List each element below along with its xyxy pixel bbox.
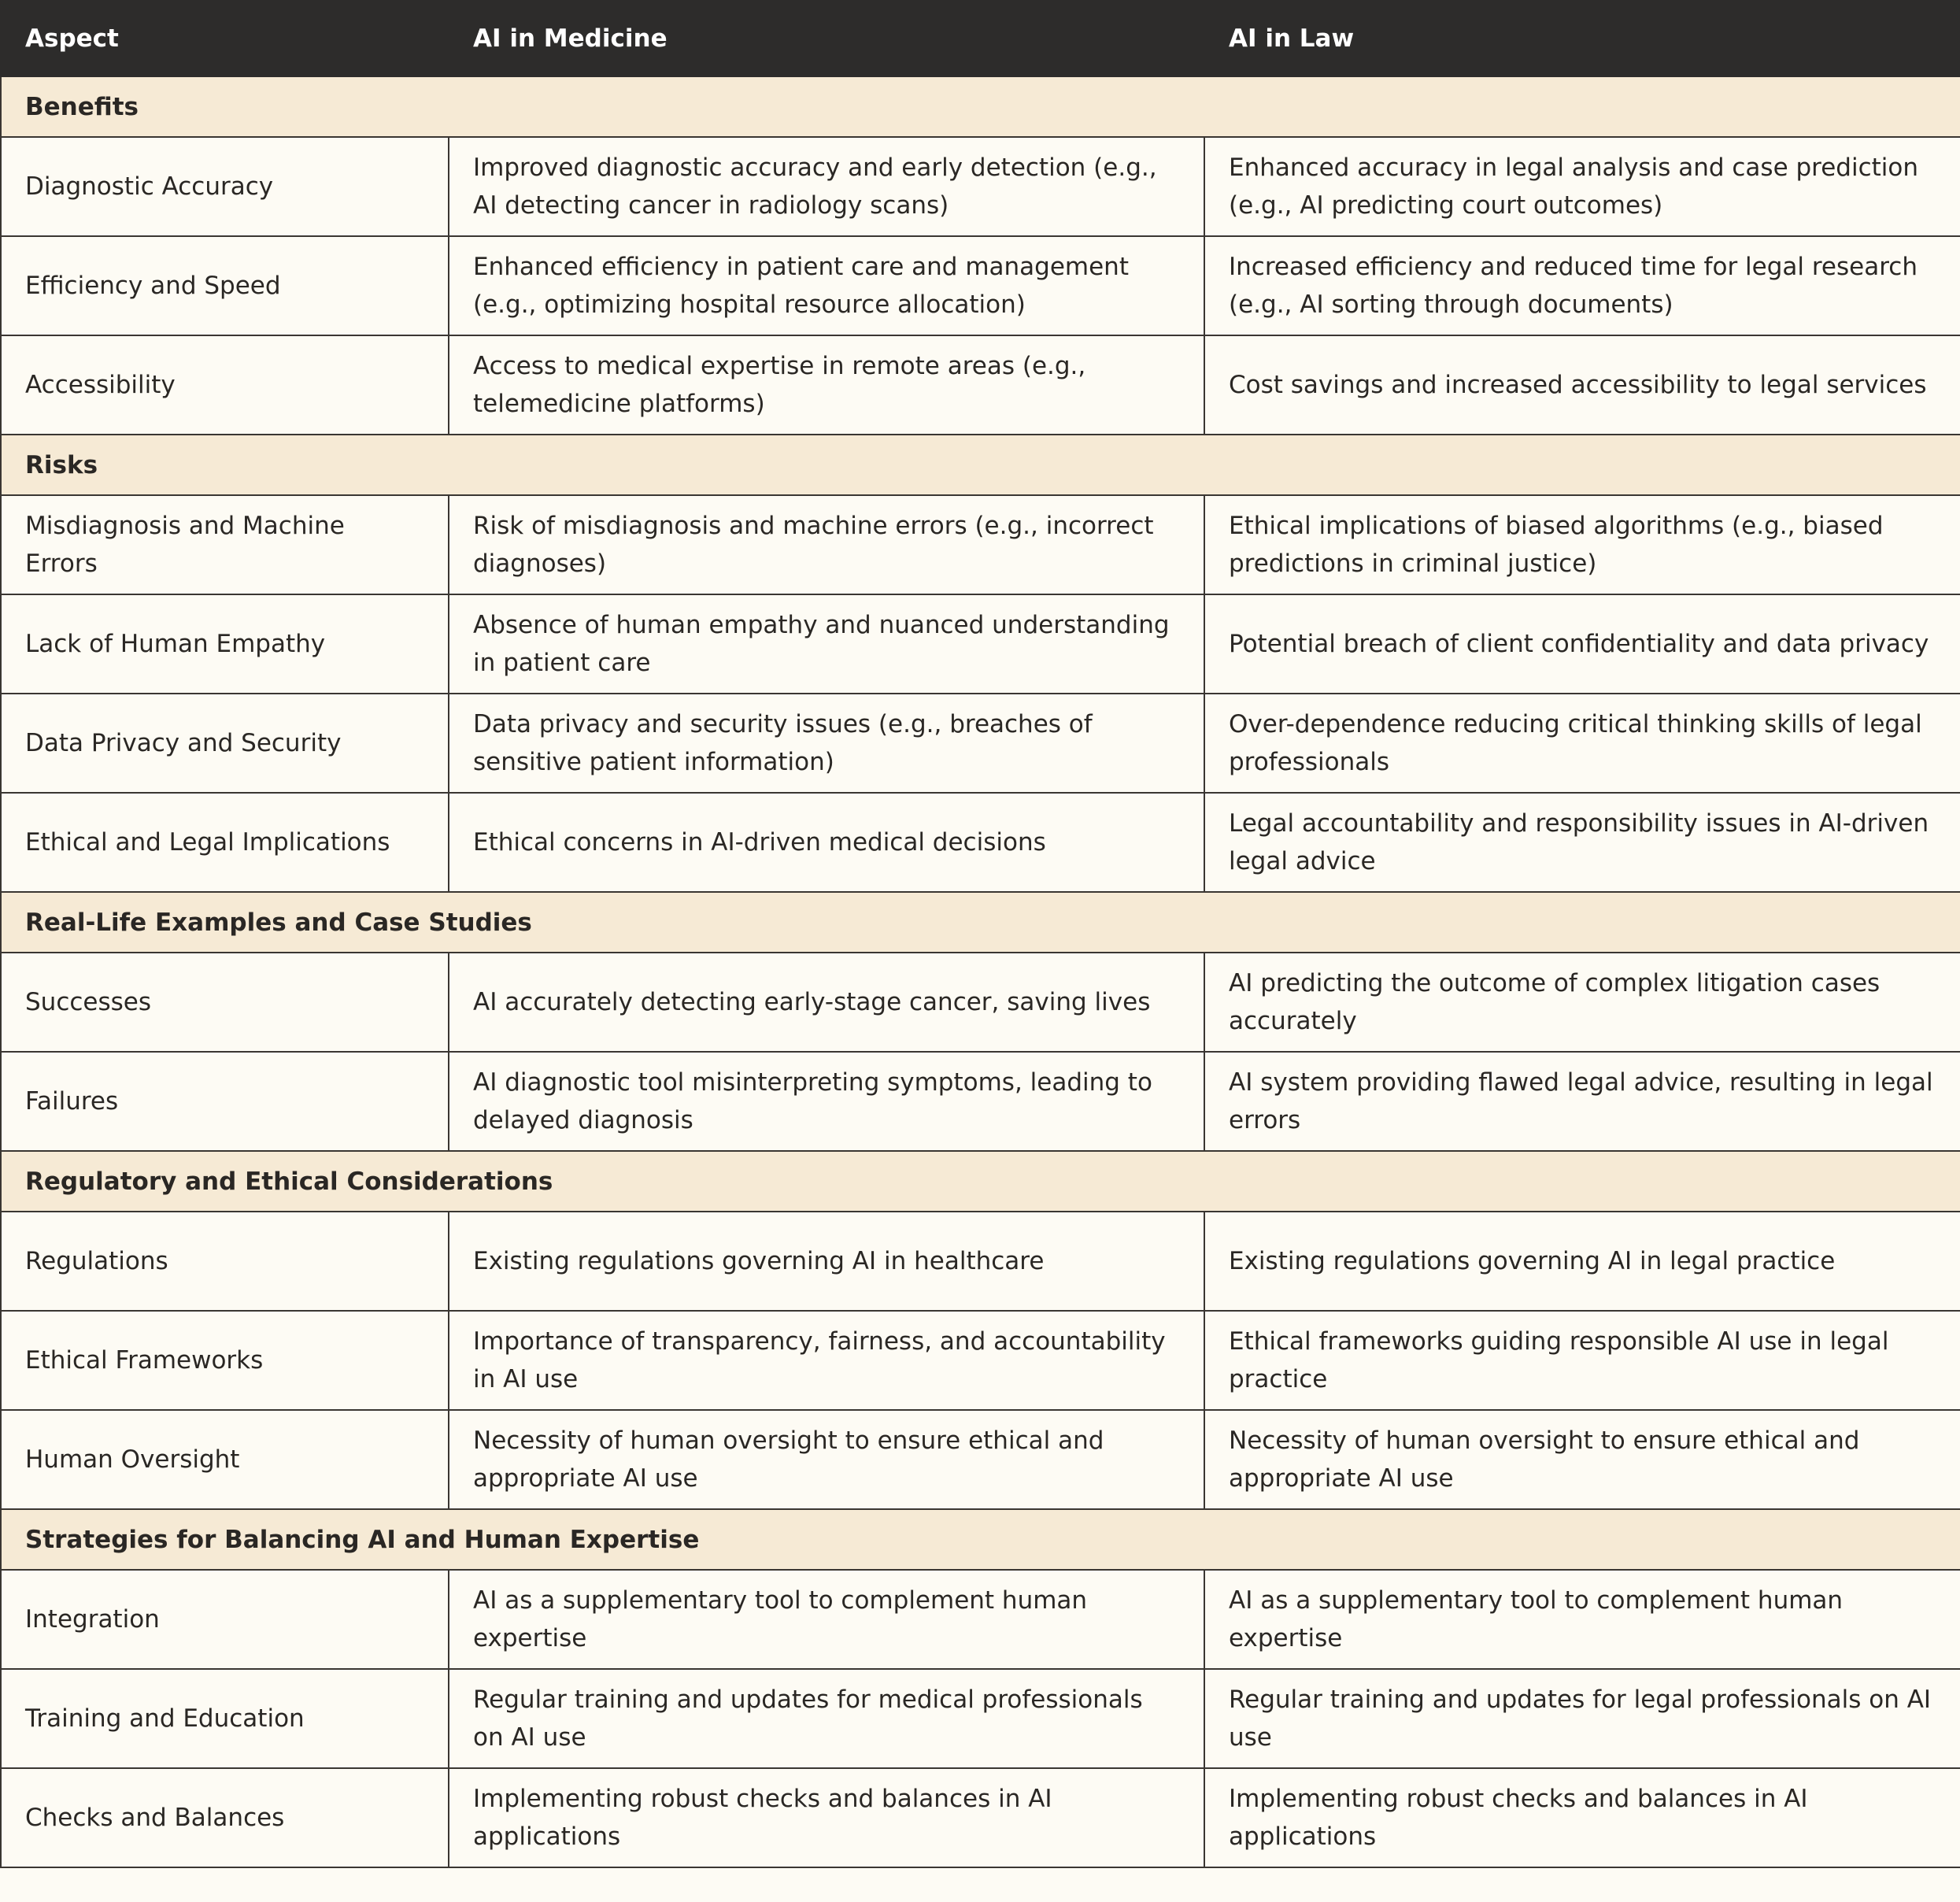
aspect-cell: Regulations bbox=[1, 1212, 449, 1311]
law-cell: AI as a supplementary tool to complement human expertise bbox=[1204, 1570, 1960, 1669]
medicine-cell: Data privacy and security issues (e.g., breaches of sensitive patient information) bbox=[449, 694, 1204, 793]
section-title: Risks bbox=[1, 435, 1960, 495]
table-row bbox=[1, 1052, 1960, 1151]
law-cell: Legal accountability and responsibility issues in AI-driven legal advice bbox=[1204, 793, 1960, 892]
medicine-cell: AI diagnostic tool misinterpreting symptoms, leading to delayed diagnosis bbox=[449, 1052, 1204, 1151]
table-row bbox=[1, 793, 1960, 892]
medicine-cell: AI as a supplementary tool to complement human expertise bbox=[449, 1570, 1204, 1669]
law-cell: Increased efficiency and reduced time for legal research (e.g., AI sorting through documents) bbox=[1204, 236, 1960, 335]
section-row bbox=[1, 892, 1960, 953]
table-body bbox=[1, 76, 1960, 1867]
medicine-cell: Improved diagnostic accuracy and early detection (e.g., AI detecting cancer in radiology scans) bbox=[449, 137, 1204, 236]
table-row bbox=[1, 335, 1960, 435]
law-cell: AI system providing flawed legal advice, resulting in legal errors bbox=[1204, 1052, 1960, 1151]
aspect-cell: Successes bbox=[1, 953, 449, 1052]
header-aspect: Aspect bbox=[1, 1, 449, 76]
table-row bbox=[1, 694, 1960, 793]
law-cell: Ethical implications of biased algorithms (e.g., biased predictions in criminal justice) bbox=[1204, 495, 1960, 594]
header-ai-in-law: AI in Law bbox=[1204, 1, 1960, 76]
section-title: Regulatory and Ethical Considerations bbox=[1, 1151, 1960, 1212]
medicine-cell: Enhanced efficiency in patient care and management (e.g., optimizing hospital resource allocation) bbox=[449, 236, 1204, 335]
section-title: Strategies for Balancing AI and Human Expertise bbox=[1, 1509, 1960, 1570]
section-title: Benefits bbox=[1, 76, 1960, 137]
law-cell: Over-dependence reducing critical thinking skills of legal professionals bbox=[1204, 694, 1960, 793]
law-cell: Regular training and updates for legal professionals on AI use bbox=[1204, 1669, 1960, 1768]
medicine-cell: Necessity of human oversight to ensure ethical and appropriate AI use bbox=[449, 1410, 1204, 1509]
table-row bbox=[1, 495, 1960, 594]
law-cell: Cost savings and increased accessibility to legal services bbox=[1204, 335, 1960, 435]
header-ai-in-medicine: AI in Medicine bbox=[449, 1, 1204, 76]
aspect-cell: Lack of Human Empathy bbox=[1, 594, 449, 694]
aspect-cell: Efficiency and Speed bbox=[1, 236, 449, 335]
aspect-cell: Accessibility bbox=[1, 335, 449, 435]
table-row bbox=[1, 594, 1960, 694]
aspect-cell: Misdiagnosis and Machine Errors bbox=[1, 495, 449, 594]
aspect-cell: Human Oversight bbox=[1, 1410, 449, 1509]
medicine-cell: Risk of misdiagnosis and machine errors (e.g., incorrect diagnoses) bbox=[449, 495, 1204, 594]
aspect-cell: Diagnostic Accuracy bbox=[1, 137, 449, 236]
table-row bbox=[1, 1410, 1960, 1509]
section-row bbox=[1, 1509, 1960, 1570]
table-row bbox=[1, 1768, 1960, 1867]
table-header bbox=[1, 1, 1960, 76]
aspect-cell: Ethical Frameworks bbox=[1, 1311, 449, 1410]
law-cell: Enhanced accuracy in legal analysis and case prediction (e.g., AI predicting court outcomes) bbox=[1204, 137, 1960, 236]
medicine-cell: Existing regulations governing AI in healthcare bbox=[449, 1212, 1204, 1311]
medicine-cell: Absence of human empathy and nuanced understanding in patient care bbox=[449, 594, 1204, 694]
aspect-cell: Training and Education bbox=[1, 1669, 449, 1768]
table-row bbox=[1, 1570, 1960, 1669]
table-row bbox=[1, 1311, 1960, 1410]
table-row bbox=[1, 953, 1960, 1052]
aspect-cell: Ethical and Legal Implications bbox=[1, 793, 449, 892]
law-cell: Existing regulations governing AI in legal practice bbox=[1204, 1212, 1960, 1311]
law-cell: Implementing robust checks and balances in AI applications bbox=[1204, 1768, 1960, 1867]
medicine-cell: Regular training and updates for medical professionals on AI use bbox=[449, 1669, 1204, 1768]
medicine-cell: Importance of transparency, fairness, and accountability in AI use bbox=[449, 1311, 1204, 1410]
section-title: Real-Life Examples and Case Studies bbox=[1, 892, 1960, 953]
medicine-cell: AI accurately detecting early-stage cancer, saving lives bbox=[449, 953, 1204, 1052]
aspect-cell: Integration bbox=[1, 1570, 449, 1669]
aspect-cell: Failures bbox=[1, 1052, 449, 1151]
medicine-cell: Implementing robust checks and balances in AI applications bbox=[449, 1768, 1204, 1867]
aspect-cell: Checks and Balances bbox=[1, 1768, 449, 1867]
law-cell: Ethical frameworks guiding responsible AI use in legal practice bbox=[1204, 1311, 1960, 1410]
section-row bbox=[1, 76, 1960, 137]
table-row bbox=[1, 236, 1960, 335]
table-row bbox=[1, 137, 1960, 236]
medicine-cell: Access to medical expertise in remote areas (e.g., telemedicine platforms) bbox=[449, 335, 1204, 435]
aspect-cell: Data Privacy and Security bbox=[1, 694, 449, 793]
section-row bbox=[1, 435, 1960, 495]
law-cell: AI predicting the outcome of complex litigation cases accurately bbox=[1204, 953, 1960, 1052]
table-row bbox=[1, 1669, 1960, 1768]
section-row bbox=[1, 1151, 1960, 1212]
table-row bbox=[1, 1212, 1960, 1311]
header-row bbox=[1, 1, 1960, 76]
medicine-cell: Ethical concerns in AI-driven medical decisions bbox=[449, 793, 1204, 892]
law-cell: Potential breach of client confidentiality and data privacy bbox=[1204, 594, 1960, 694]
law-cell: Necessity of human oversight to ensure ethical and appropriate AI use bbox=[1204, 1410, 1960, 1509]
